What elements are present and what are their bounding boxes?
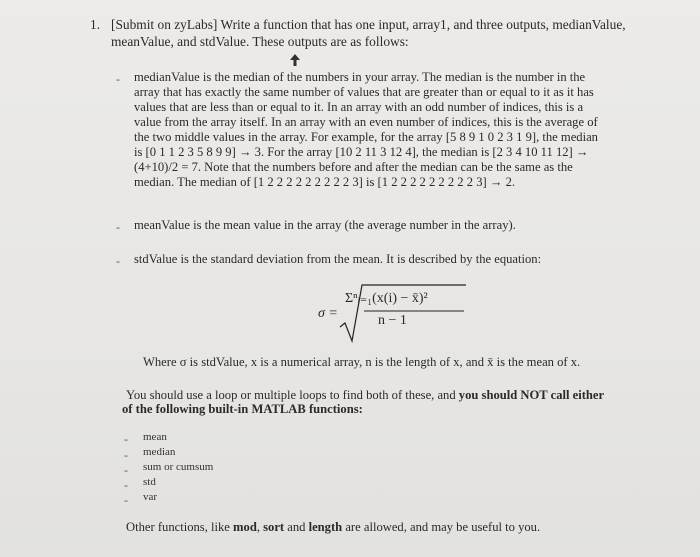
median-text-line: median. The median of [1 2 2 2 2 2 2 2 2 2 3] is [1 2 2 2 2 2 2 2 2 2 3] → 2. xyxy=(134,175,516,189)
where-text: Where σ is stdValue, x is a numerical array, n is the length of x, and x̄ is the mean of x. xyxy=(143,355,581,369)
forbidden-function: var xyxy=(143,491,158,503)
mouse-cursor-icon xyxy=(290,54,300,66)
closing-mod: mod xyxy=(233,520,257,534)
closing-part: , xyxy=(256,520,264,534)
question-line-2: meanValue, and stdValue. These outputs are as follows: xyxy=(111,34,409,49)
closing-text xyxy=(126,520,540,535)
closing-part: are allowed, and may be useful to you. xyxy=(342,520,541,534)
question-line-1: [Submit on zyLabs] Write a function that has one input, array1, and three outputs, medianValue, xyxy=(111,17,626,32)
std-text: stdValue is the standard deviation from the mean. It is described by the equation: xyxy=(134,252,542,266)
bullet-marker: - xyxy=(116,254,120,268)
median-text-line: values that are less than or equal to it. In an array with an odd number of indices, this is a xyxy=(134,100,584,114)
closing-part: Other functions, like xyxy=(126,520,234,534)
bullet-marker: - xyxy=(124,478,128,492)
bullet-marker: - xyxy=(124,448,128,462)
forbidden-function: sum or cumsum xyxy=(143,461,214,473)
forbidden-function: std xyxy=(143,476,156,488)
bullet-marker: - xyxy=(116,220,120,234)
formula-numerator: Σⁿᵢ₌₁(x(i) − x̄)² xyxy=(345,291,428,306)
mean-text: meanValue is the mean value in the array (the average number in the array). xyxy=(134,218,516,232)
median-text-line: is [0 1 1 2 3 5 8 9 9] → 3. For the array [10 2 11 3 12 4], the median is [2 3 4 10 11 12] → xyxy=(134,145,589,159)
closing-part: and xyxy=(284,520,309,534)
instructions-line-1 xyxy=(126,388,604,403)
median-text-line: array that has exactly the same number of values that are greater than or equal to it as it has xyxy=(134,85,594,99)
instructions-normal: You should use a loop or multiple loops to find both of these, and xyxy=(126,388,459,402)
median-text-line: the two middle values in the array. For example, for the array [5 8 9 1 0 2 3 1 9], the median xyxy=(134,130,598,144)
median-text-line: medianValue is the median of the numbers in your array. The median is the number in the xyxy=(134,70,586,84)
formula-denominator: n − 1 xyxy=(378,313,407,328)
instructions-bold: you should NOT call either xyxy=(458,388,605,402)
bullet-marker: - xyxy=(124,432,128,446)
bullet-marker: - xyxy=(124,463,128,477)
bullet-marker: - xyxy=(124,493,128,507)
question-number: 1. xyxy=(90,17,101,32)
formula-lhs: σ = xyxy=(318,306,338,321)
median-text-line: value from the array itself. In an array with an even number of indices, this is the average of xyxy=(134,115,598,129)
median-text-line: (4+10)/2 = 7. Note that the numbers before and after the median can be the same as the xyxy=(134,160,573,174)
forbidden-function: mean xyxy=(143,431,167,443)
closing-length: length xyxy=(308,520,343,534)
closing-sort: sort xyxy=(263,520,285,534)
forbidden-function: median xyxy=(143,446,176,458)
bullet-marker: - xyxy=(116,72,120,86)
instructions-line-2: of the following built-in MATLAB functions: xyxy=(122,402,363,416)
